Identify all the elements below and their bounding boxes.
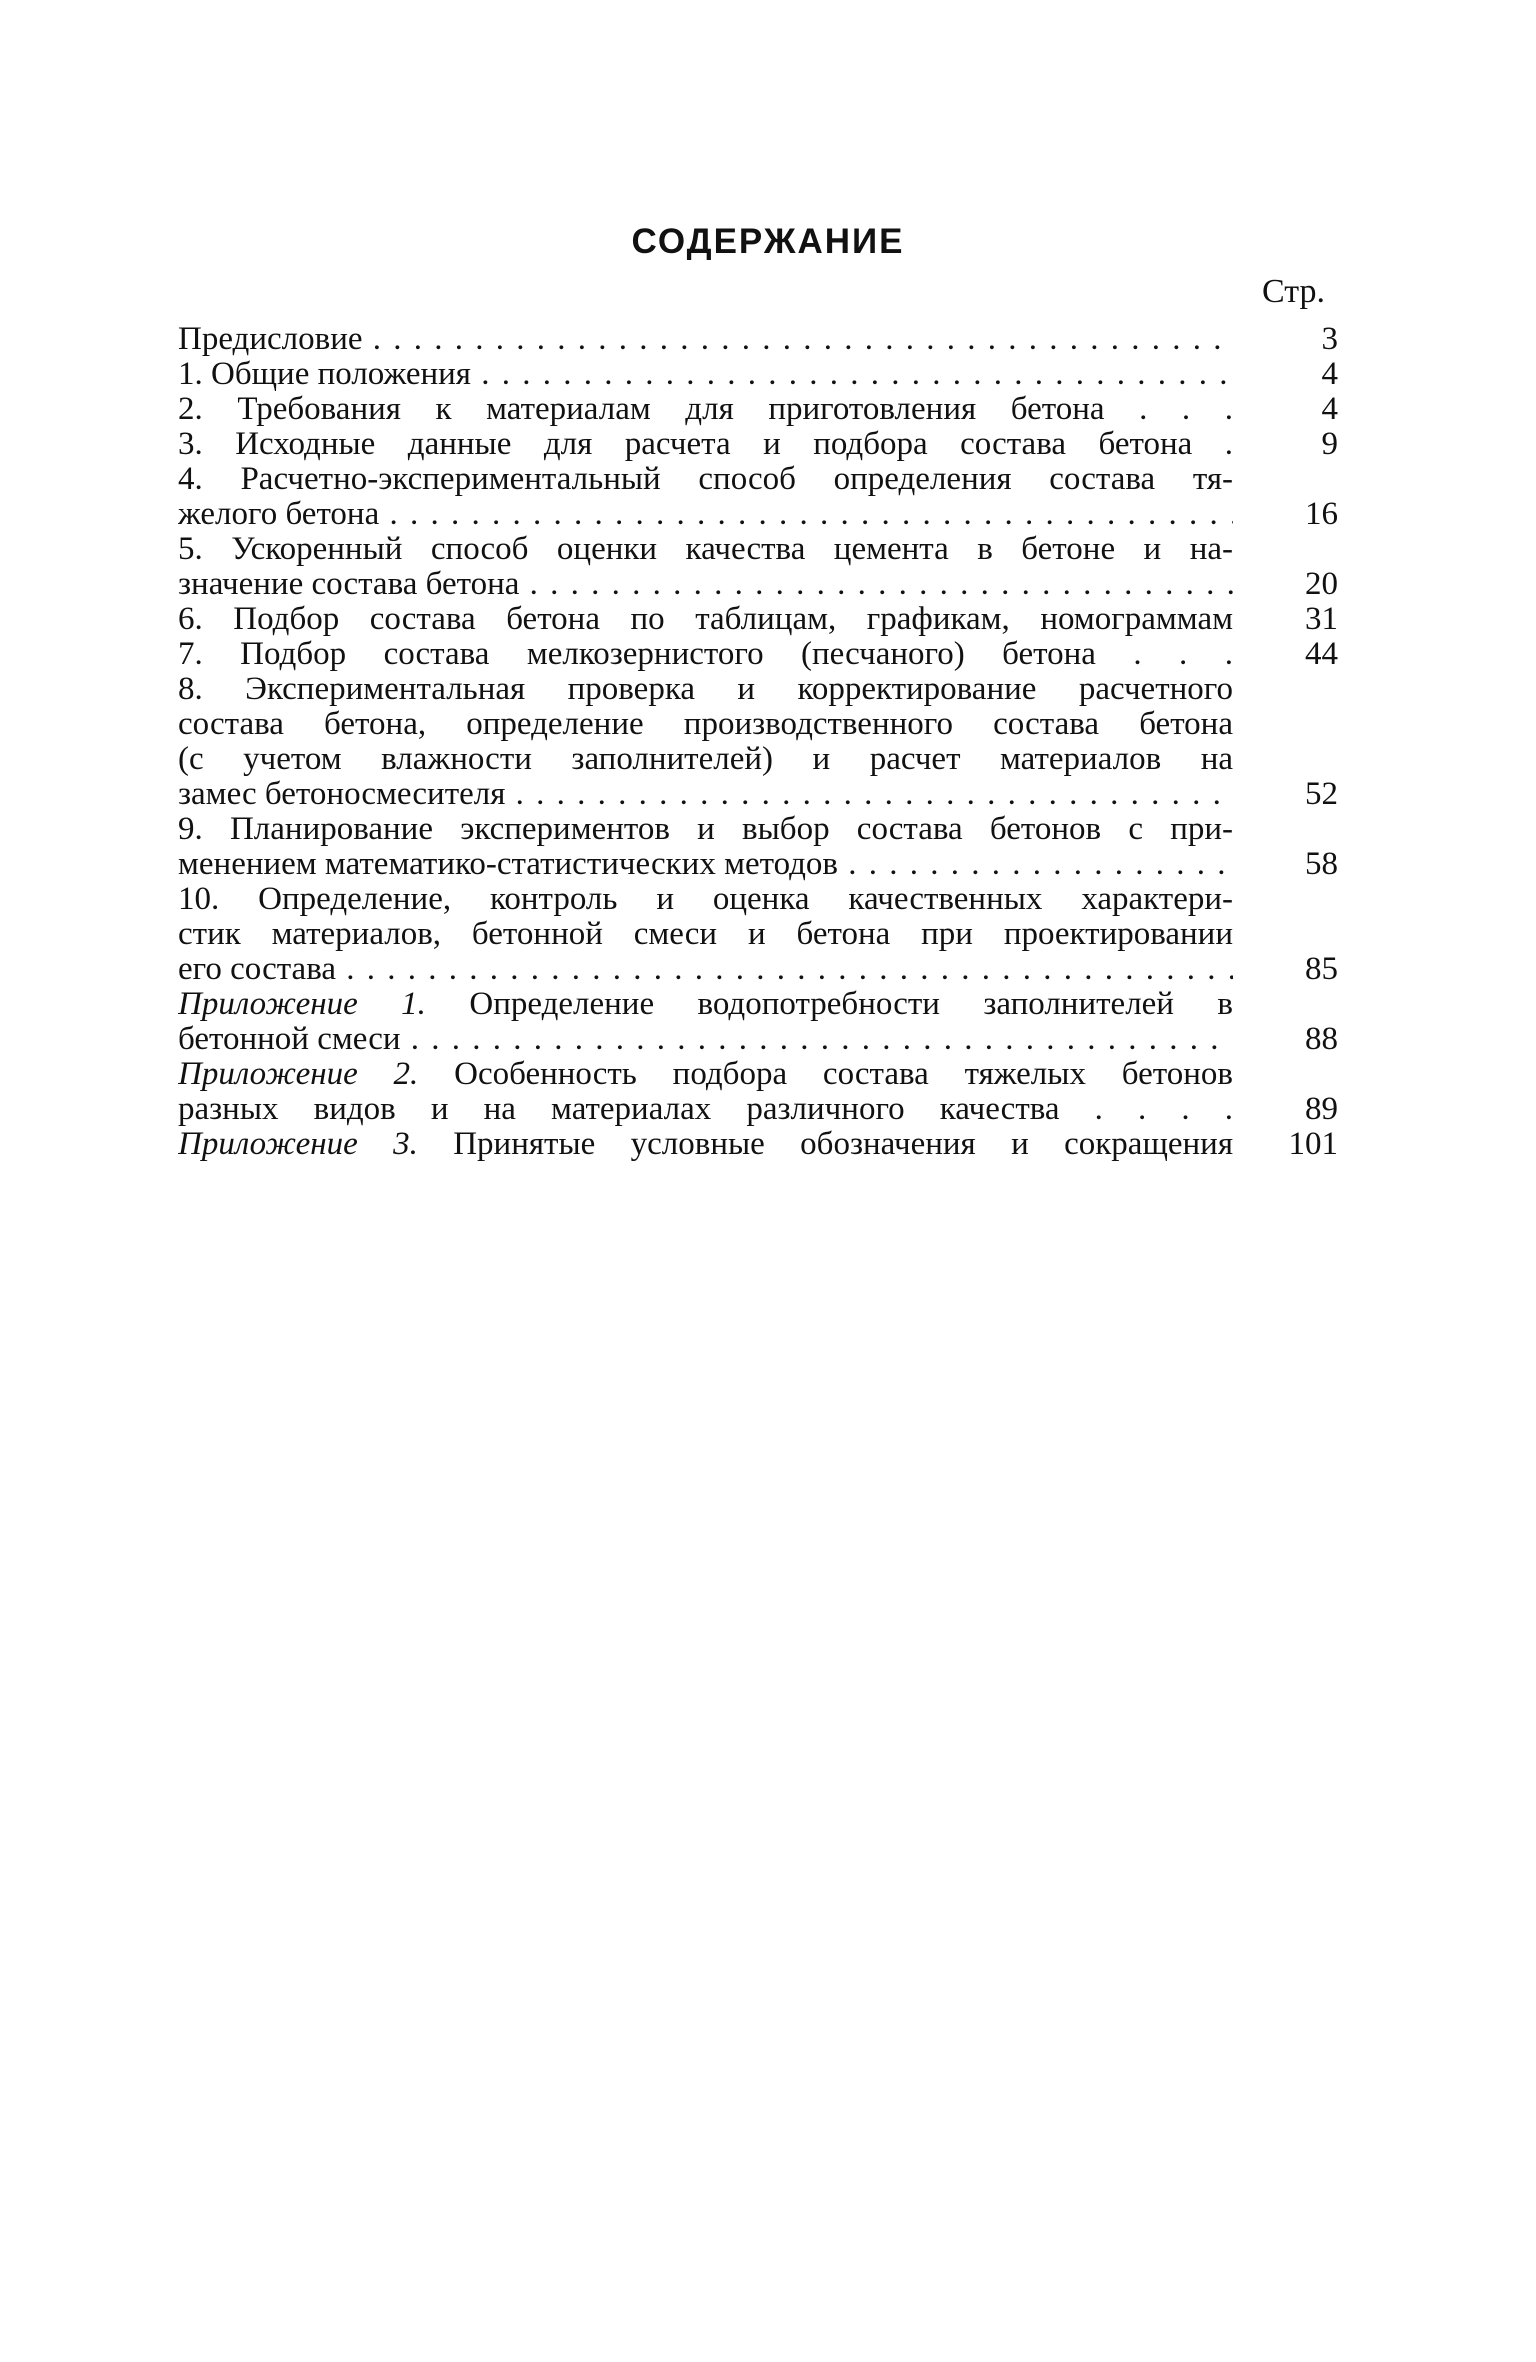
page-number-column-header: Стр. (1262, 273, 1326, 310)
toc-entry-page: 20 (1305, 566, 1338, 602)
toc-entry-page: 88 (1305, 1021, 1338, 1057)
toc-entry-text: Предисловие . . . (178, 322, 1233, 357)
toc-entry-section-10 (178, 882, 1338, 987)
toc-entry-text: состава бетона, определение производственного состава бетона (178, 707, 1233, 742)
toc-entry-text: желого бетона . . . (178, 497, 1233, 532)
toc-entry-page: 85 (1305, 951, 1338, 987)
toc-entry-text: бетонной смеси . . . (178, 1022, 1233, 1057)
toc-entry-text: 1. Общие положения . . . (178, 357, 1233, 392)
toc-entry-text: разных видов и на материалах различного качества . . . . (178, 1092, 1233, 1127)
appendix-label: Приложение 2. (178, 1057, 419, 1092)
toc-entry-text: 8. Экспериментальная проверка и корректирование расчетного (178, 672, 1233, 707)
toc-entry-page: 89 (1305, 1091, 1338, 1127)
toc-entry-text-part: Принятые условные обозначения и сокращения (417, 1127, 1233, 1162)
toc-entry-section-8 (178, 672, 1338, 812)
toc-entry-preface (178, 322, 1338, 357)
toc-entry-appendix-2 (178, 1057, 1338, 1127)
toc-entry-text (178, 1127, 1233, 1162)
toc-entry-section-9 (178, 812, 1338, 882)
appendix-label: Приложение 1. (178, 987, 426, 1022)
toc-entry-text: 10. Определение, контроль и оценка качественных характери- (178, 882, 1233, 917)
toc-entry-text: 9. Планирование экспериментов и выбор состава бетонов с при- (178, 812, 1233, 847)
toc-entry-section-4 (178, 462, 1338, 532)
appendix-label: Приложение 3. (178, 1127, 418, 1162)
toc-entry-text: стик материалов, бетонной смеси и бетона при проектировании (178, 917, 1233, 952)
toc-entry-text: менением математико-статистических методов . . . (178, 847, 1233, 882)
toc-entry-text-part: Определение водопотребности заполнителей в (425, 987, 1233, 1022)
toc-entry-page: 58 (1305, 846, 1338, 882)
toc-entry-text: 6. Подбор состава бетона по таблицам, графикам, номограммам (178, 602, 1233, 637)
toc-entry-section-7 (178, 637, 1338, 672)
toc-entry-page: 44 (1305, 636, 1338, 672)
toc-entry-text: замес бетоносмесителя . . . (178, 777, 1233, 812)
toc-entry-page: 4 (1321, 356, 1338, 392)
toc-entry-page: 52 (1305, 776, 1338, 812)
toc-entry-page: 101 (1288, 1126, 1338, 1162)
toc-entry-text: (с учетом влажности заполнителей) и расчет материалов на (178, 742, 1233, 777)
toc-entry-text: 2. Требования к материалам для приготовления бетона . . . (178, 392, 1233, 427)
toc-entry-text-part: Особенность подбора состава тяжелых бетонов (418, 1057, 1233, 1092)
page-title: СОДЕРЖАНИЕ (631, 222, 905, 261)
toc-entry-page: 9 (1321, 426, 1338, 462)
toc-entry-appendix-1 (178, 987, 1338, 1057)
toc-entry-page: 31 (1305, 601, 1338, 637)
table-of-contents (178, 322, 1338, 1162)
toc-entry-text: 4. Расчетно-экспериментальный способ определения состава тя- (178, 462, 1233, 497)
toc-entry-section-3 (178, 427, 1338, 462)
toc-entry-appendix-3 (178, 1127, 1338, 1162)
toc-entry-text (178, 1057, 1233, 1092)
toc-entry-text: 5. Ускоренный способ оценки качества цемента в бетоне и на- (178, 532, 1233, 567)
toc-entry-page: 16 (1305, 496, 1338, 532)
toc-entry-page: 3 (1321, 321, 1338, 357)
toc-entry-text: 7. Подбор состава мелкозернистого (песчаного) бетона . . . (178, 637, 1233, 672)
toc-entry-text: его состава . . . (178, 952, 1233, 987)
toc-entry-section-6 (178, 602, 1338, 637)
toc-entry-section-2 (178, 392, 1338, 427)
toc-entry-text: 3. Исходные данные для расчета и подбора состава бетона . (178, 427, 1233, 462)
toc-entry-page: 4 (1321, 391, 1338, 427)
toc-entry-text (178, 987, 1233, 1022)
toc-entry-text: значение состава бетона . . . (178, 567, 1233, 602)
toc-entry-section-5 (178, 532, 1338, 602)
toc-entry-section-1 (178, 357, 1338, 392)
